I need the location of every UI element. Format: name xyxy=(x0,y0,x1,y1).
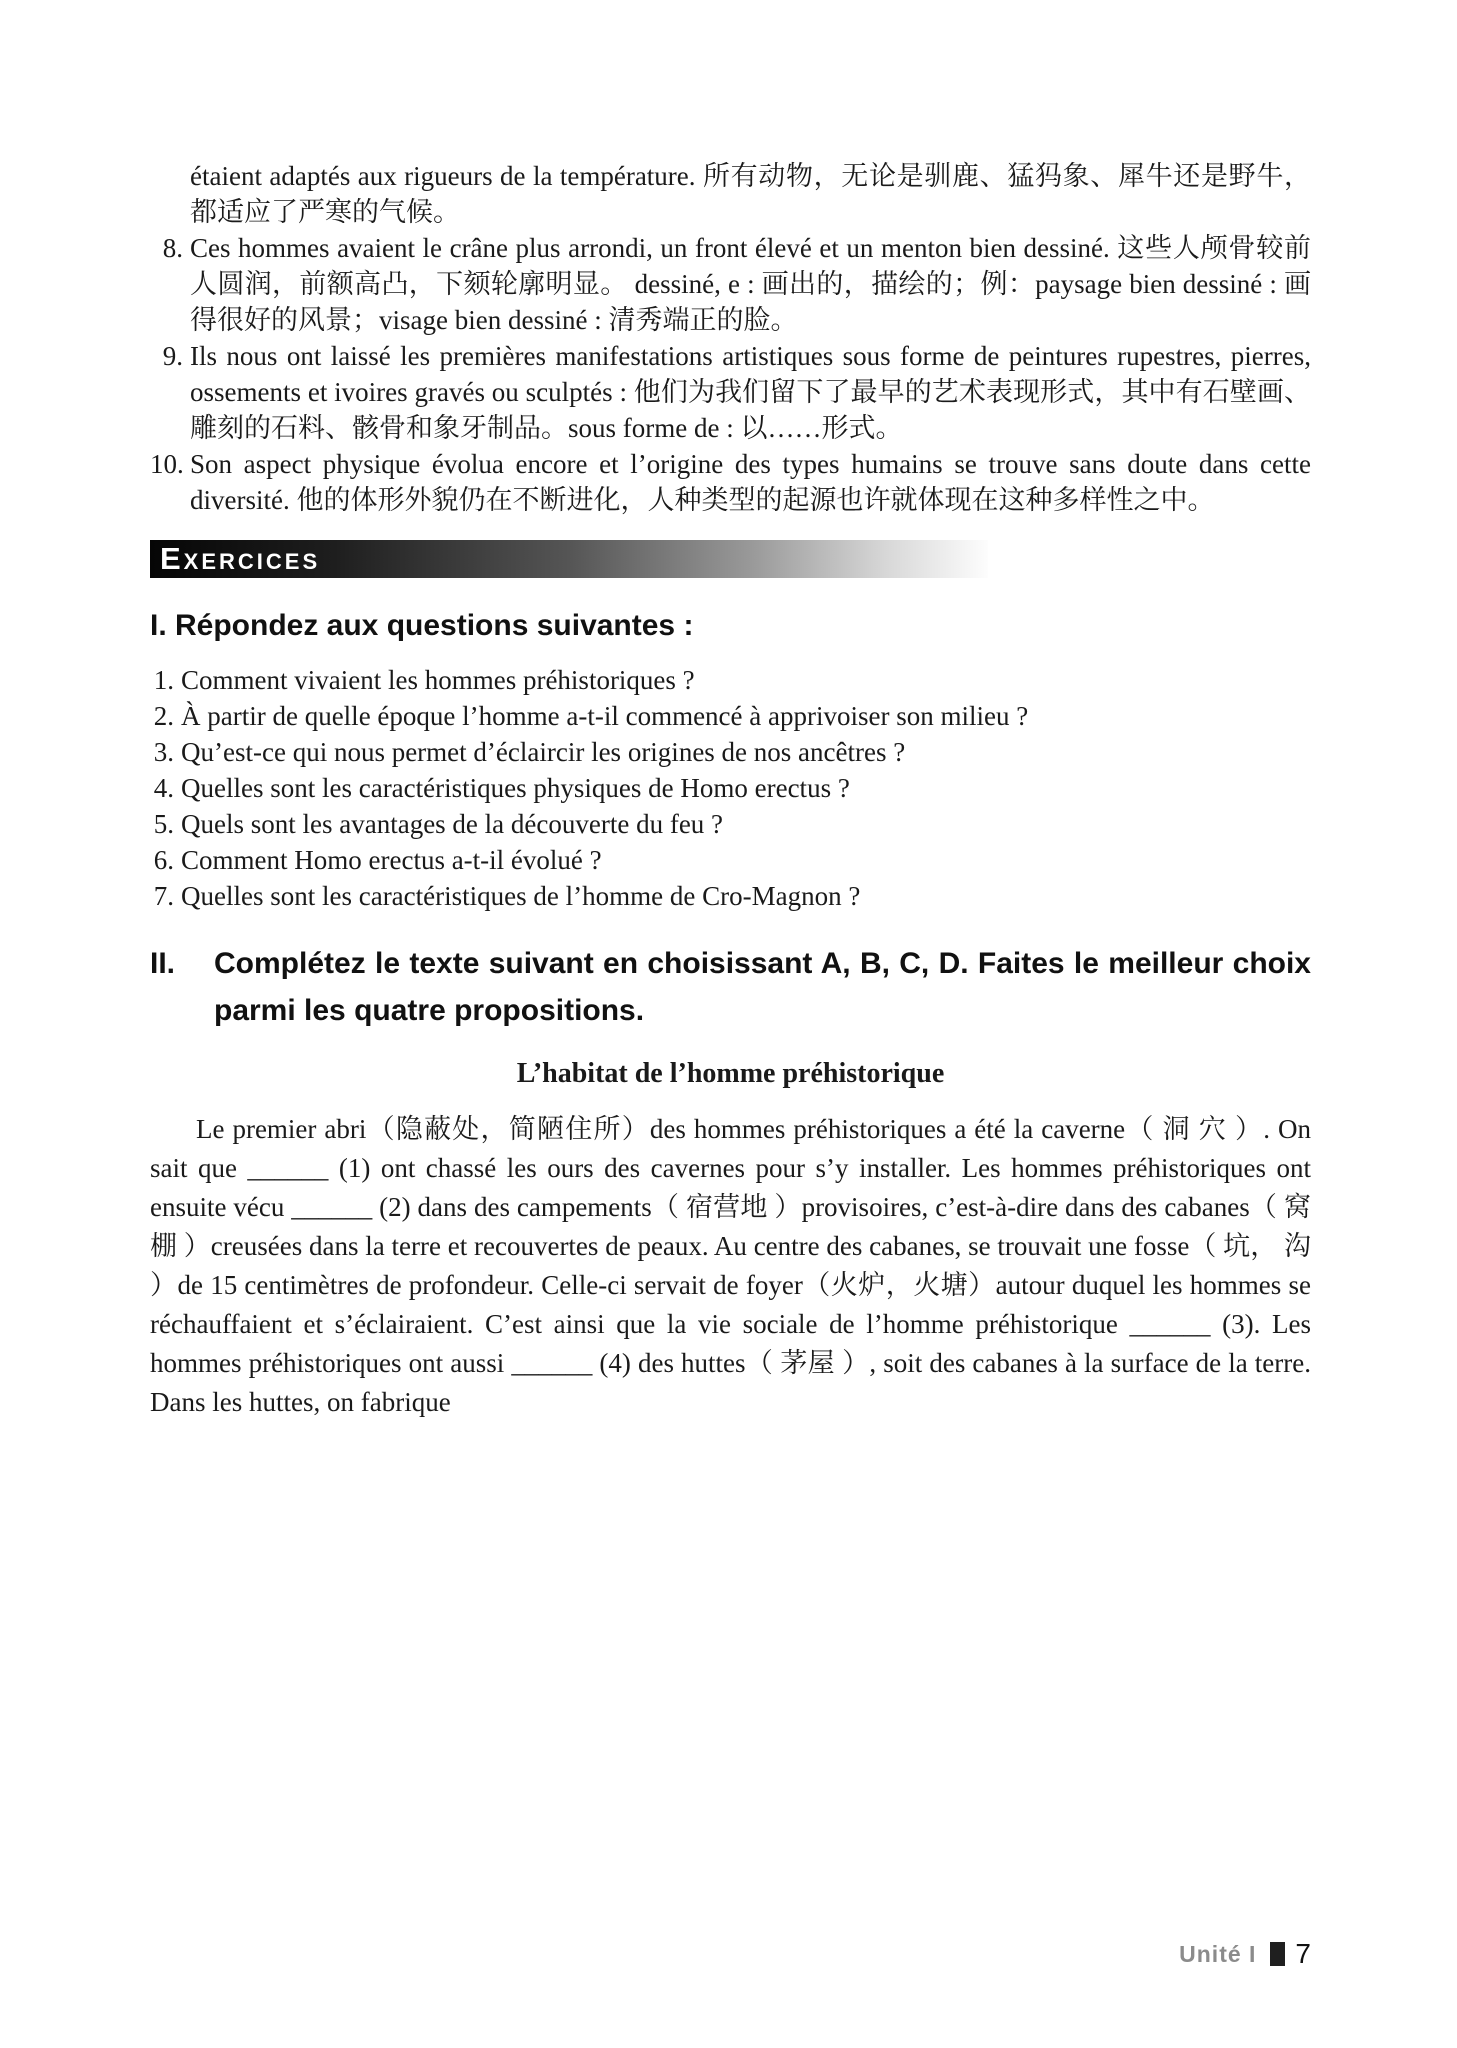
question-text: Quelles sont les caractéristiques de l’homme de Cro-Magnon ? xyxy=(181,881,861,911)
page-marker-square xyxy=(1270,1942,1285,1966)
question-item-2 xyxy=(150,698,1311,734)
section-2-number: II. xyxy=(150,947,176,980)
page-number: 7 xyxy=(1295,1938,1311,1969)
question-item-5 xyxy=(150,806,1311,842)
reading-passage: Le premier abri（隐蔽处，简陋住所）des hommes préhistoriques a été la caverne（ 洞 穴 ）. On sait que ______ (1) ont chassé les ours des cavernes pour s’y installer. Les hommes préhistoriques ont ensuite vécu ______ (2) dans des campements（ 宿营地 ）provisoires, c’est-à-dire dans des cabanes（ 窝棚 ）creusées dans la terre et recouvertes de peaux. Au centre des cabanes, se trouvait une fosse（ 坑， 沟 ）de 15 centimètres de profondeur. Celle-ci servait de foyer（火炉，火塘）autour duquel les hommes se réchauffaient et s’éclairaient. C’est ainsi que la vie sociale de l’homme préhistorique ______ (3). Les hommes préhistoriques ont aussi ______ (4) des huttes（ 茅屋 ）, soit des cabanes à la surface de la terre. Dans les huttes, on fabrique xyxy=(150,1114,1311,1417)
exercices-banner xyxy=(150,540,988,578)
question-item-6 xyxy=(150,842,1311,878)
note-item-10 xyxy=(150,446,1311,518)
question-number: 5. xyxy=(153,809,174,839)
question-number: 3. xyxy=(153,737,174,767)
question-number: 7. xyxy=(153,881,174,911)
question-text: Quelles sont les caractéristiques physiques de Homo erectus ? xyxy=(181,773,850,803)
note-continuation: étaient adaptés aux rigueurs de la température. 所有动物，无论是驯鹿、猛犸象、犀牛还是野牛，都适应了严寒的气候。 xyxy=(190,161,1311,227)
question-number: 2. xyxy=(153,701,174,731)
note-text: Son aspect physique évolua encore et l’origine des types humains se trouve sans doute dans cette diversité. 他的体形外貌仍在不断进化，人种类型的起源也许就体现在这种多样性之中。 xyxy=(190,449,1311,515)
note-text: Ils nous ont laissé les premières manifestations artistiques sous forme de peintures rupestres, pierres, ossements et ivoires gravés ou sculptés : 他们为我们留下了最早的艺术表现形式，其中有石壁画、雕刻的石料、骸骨和象牙制品。sous forme de : 以……形式。 xyxy=(190,341,1311,443)
section-2-heading-text: Complétez le texte suivant en choisissant A, B, C, D. Faites le meilleur choix parmi les quatre propositions. xyxy=(214,947,1311,1027)
question-text: Quels sont les avantages de la découverte du feu ? xyxy=(181,809,724,839)
question-item-3 xyxy=(150,734,1311,770)
section-1-heading: I. Répondez aux questions suivantes : xyxy=(150,609,694,642)
question-number: 1. xyxy=(153,665,174,695)
reading-title: L’habitat de l’homme préhistorique xyxy=(516,1058,945,1089)
question-text: Comment vivaient les hommes préhistoriques ? xyxy=(181,665,695,695)
unit-label: Unité I xyxy=(1179,1940,1257,1967)
question-item-4 xyxy=(150,770,1311,806)
note-item-9 xyxy=(150,338,1311,446)
note-number: 8. xyxy=(162,233,183,263)
note-text: Ces hommes avaient le crâne plus arrondi, un front élevé et un menton bien dessiné. 这些人颅骨较前人圆润，前额高凸，下颏轮廓明显。 dessiné, e : 画出的，描绘的；例：paysage bien dessiné : 画得很好的风景；visage bien dessiné : 清秀端正的脸。 xyxy=(190,233,1311,335)
question-number: 6. xyxy=(153,845,174,875)
question-item-7 xyxy=(150,878,1311,914)
question-list xyxy=(150,662,1311,914)
note-number: 10. xyxy=(150,449,184,479)
question-number: 4. xyxy=(153,773,174,803)
exercices-banner-label: Exercices xyxy=(160,541,321,576)
page-footer xyxy=(1179,1938,1311,1970)
vocabulary-notes xyxy=(150,158,1311,518)
note-number: 9. xyxy=(162,341,183,371)
question-text: Qu’est-ce qui nous permet d’éclaircir les origines de nos ancêtres ? xyxy=(181,737,906,767)
question-text: À partir de quelle époque l’homme a-t-il commencé à apprivoiser son milieu ? xyxy=(181,701,1029,731)
section-2-heading xyxy=(150,940,1311,1034)
question-item-1 xyxy=(150,662,1311,698)
note-item-8 xyxy=(150,230,1311,338)
question-text: Comment Homo erectus a-t-il évolué ? xyxy=(181,845,602,875)
